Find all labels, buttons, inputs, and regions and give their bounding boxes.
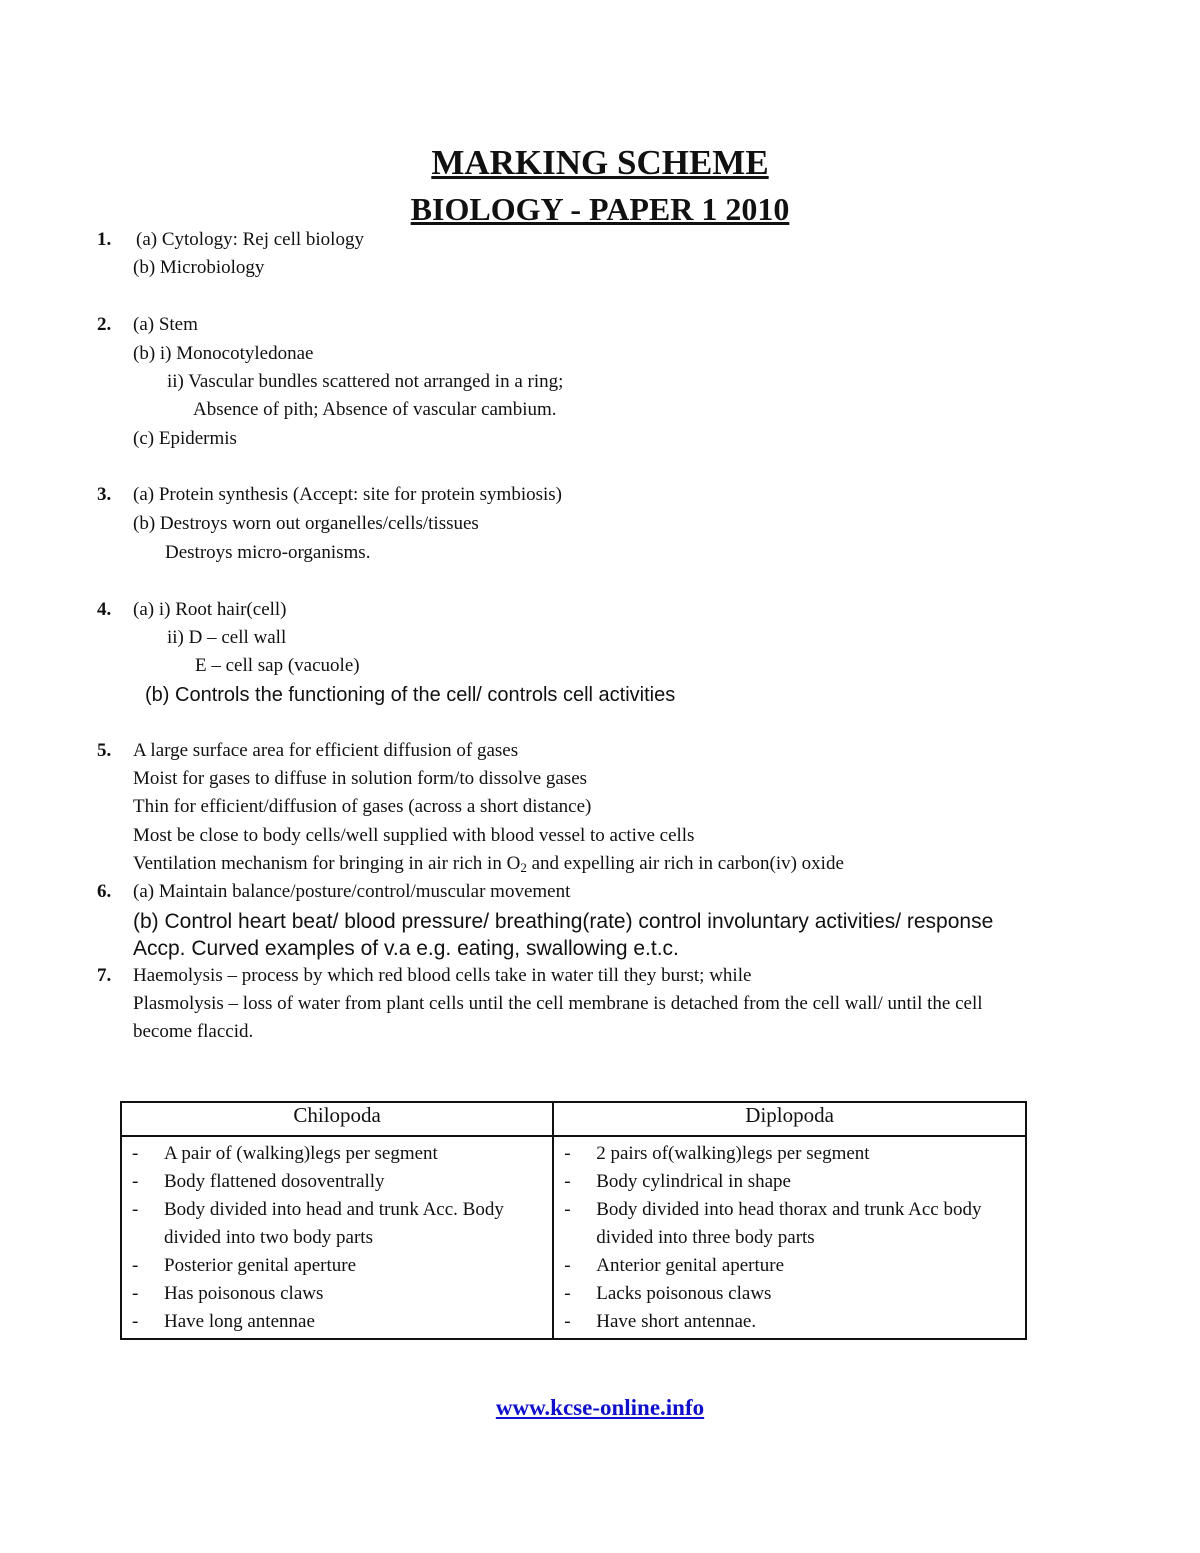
question-3-a: (a) Protein synthesis (Accept: site for protein symbiosis) [133, 484, 563, 505]
question-5-line-4: Most be close to body cells/well supplied with blood vessel to active cells [133, 825, 695, 846]
question-4-a-i: (a) i) Root hair(cell) [133, 599, 287, 620]
question-6-a: (a) Maintain balance/posture/control/muscular movement [133, 881, 571, 902]
question-5-number: 5. [97, 740, 112, 761]
list-item: - 2 pairs of(walking)legs per segment [564, 1143, 870, 1164]
question-5-line-5 [133, 851, 844, 877]
question-1-number: 1. [97, 229, 112, 250]
list-item: - Have short antennae. [564, 1311, 757, 1332]
question-1-b: (b) Microbiology [133, 257, 265, 278]
question-2-b-ii-cont: Absence of pith; Absence of vascular cambium. [193, 399, 557, 420]
question-4-number: 4. [97, 599, 112, 620]
question-3-b-cont: Destroys micro-organisms. [165, 542, 371, 563]
question-5-line-3: Thin for efficient/diffusion of gases (across a short distance) [133, 796, 592, 817]
oxygen-subscript: 2 [520, 860, 527, 875]
question-7-number: 7. [97, 965, 112, 986]
question-2-b-ii: ii) Vascular bundles scattered not arranged in a ring; [167, 371, 564, 392]
header-diplopoda: Diplopoda [553, 1102, 1026, 1136]
list-item: - Body divided into head and trunk Acc. Body divided into two body parts [132, 1199, 504, 1248]
question-4-b: (b) Controls the functioning of the cell/ controls cell activities [145, 684, 676, 706]
question-6-b-cont: Accp. Curved examples of v.a e.g. eating, swallowing e.t.c. [133, 937, 679, 960]
question-6-number: 6. [97, 881, 112, 902]
list-item: - Body divided into head thorax and trunk Acc body divided into three body parts [564, 1199, 982, 1248]
list-item: - A pair of (walking)legs per segment [132, 1143, 438, 1164]
header-chilopoda: Chilopoda [121, 1102, 553, 1136]
question-2-c: (c) Epidermis [133, 428, 237, 449]
list-item: - Have long antennae [132, 1311, 315, 1332]
question-2-a: (a) Stem [133, 314, 198, 335]
question-1-a: (a) Cytology: Rej cell biology [136, 229, 364, 250]
list-item: - Lacks poisonous claws [564, 1283, 772, 1304]
comparison-table [120, 1101, 1027, 1340]
list-item: - Anterior genital aperture [564, 1255, 785, 1276]
footer-link[interactable]: www.kcse-online.info [495, 1395, 705, 1420]
question-5-line-1: A large surface area for efficient diffusion of gases [133, 740, 519, 761]
question-7-line-3: become flaccid. [133, 1021, 254, 1042]
question-2-number: 2. [97, 314, 112, 335]
question-2-b-i: (b) i) Monocotyledonae [133, 343, 314, 364]
table-header-row [121, 1102, 1026, 1136]
question-3-b: (b) Destroys worn out organelles/cells/tissues [133, 513, 479, 534]
question-5-line-5-part-b: and expelling air rich in carbon(iv) oxide [526, 853, 844, 874]
list-item: - Has poisonous claws [132, 1283, 324, 1304]
question-5-line-5-part-a: Ventilation mechanism for bringing in air rich in O [133, 853, 521, 874]
question-7-line-2: Plasmolysis – loss of water from plant cells until the cell membrane is detached from the cell wall/ until the cell [133, 993, 983, 1014]
question-6-b: (b) Control heart beat/ blood pressure/ breathing(rate) control involuntary activities/ response [133, 910, 994, 933]
list-item: - Body flattened dosoventrally [132, 1171, 385, 1192]
question-3-number: 3. [97, 484, 112, 505]
question-4-a-ii-e: E – cell sap (vacuole) [195, 655, 360, 676]
question-7-line-1: Haemolysis – process by which red blood cells take in water till they burst; while [133, 965, 752, 986]
table-row [121, 1136, 1026, 1339]
diplopoda-cell [553, 1136, 1026, 1339]
list-item: - Posterior genital aperture [132, 1255, 357, 1276]
question-5-line-2: Moist for gases to diffuse in solution form/to dissolve gases [133, 768, 588, 789]
chilopoda-cell [121, 1136, 553, 1339]
question-4-a-ii: ii) D – cell wall [167, 627, 287, 648]
page-subtitle: BIOLOGY - PAPER 1 2010 [410, 191, 790, 227]
list-item: - Body cylindrical in shape [564, 1171, 791, 1192]
page-title: MARKING SCHEME [431, 143, 769, 182]
